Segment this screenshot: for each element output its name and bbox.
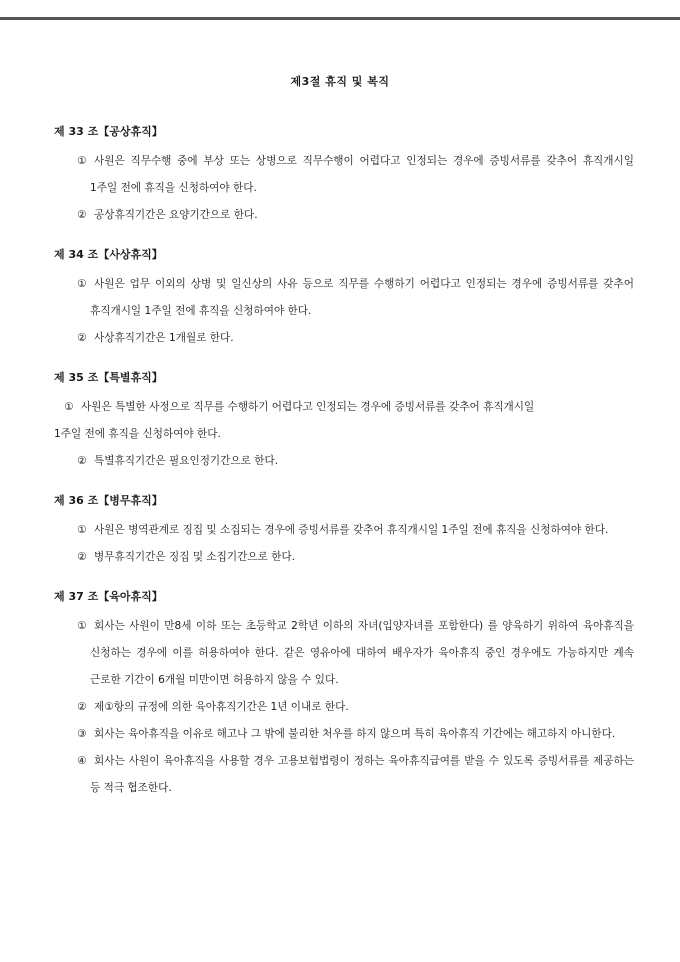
clause — [54, 148, 634, 202]
article-heading: 제 36 조【병무휴직】 — [54, 494, 163, 507]
clause-number: ① — [77, 620, 87, 632]
clause — [54, 544, 634, 571]
clause-text: 사원은 업무 이외의 상병 및 일신상의 사유 등으로 직무를 수행하기 어렵다고 인정되는 경우에 증빙서류를 갖추어 휴직개시일 1주일 전에 휴직을 신청하여야 한다. — [90, 278, 634, 317]
clause-number: ② — [77, 701, 87, 713]
clause-number: ③ — [77, 728, 87, 740]
clause — [54, 271, 634, 325]
article-33 — [54, 122, 634, 229]
clause-text: 특별휴직기간은 필요인정기간으로 한다. — [94, 455, 279, 467]
clause-number: ① — [77, 155, 87, 167]
clause — [54, 202, 634, 229]
clause-number: ④ — [77, 755, 87, 767]
clause — [54, 325, 634, 352]
clause — [54, 394, 634, 448]
clause-number: ② — [77, 209, 87, 221]
clause-text: 제①항의 규정에 의한 육아휴직기간은 1년 이내로 한다. — [94, 701, 349, 713]
clause — [54, 721, 634, 748]
clause-number: ② — [77, 332, 87, 344]
article-37 — [54, 587, 634, 802]
clause — [54, 694, 634, 721]
clause — [54, 748, 634, 802]
clause — [54, 448, 634, 475]
article-36 — [54, 491, 634, 571]
document-body — [54, 122, 634, 818]
clause-text: 병무휴직기간은 징집 및 소집기간으로 한다. — [94, 551, 296, 563]
clause-text: 회사는 사원이 육아휴직을 사용할 경우 고용보험법령이 정하는 육아휴직급여를 받을 수 있도록 증빙서류를 제공하는 등 적극 협조한다. — [90, 755, 634, 794]
top-border — [0, 17, 680, 20]
article-34 — [54, 245, 634, 352]
clause-text: 공상휴직기간은 요양기간으로 한다. — [94, 209, 258, 221]
clause-text: 회사는 육아휴직을 이유로 해고나 그 밖에 불리한 처우를 하지 않으며 특히 육아휴직 기간에는 해고하지 아니한다. — [94, 728, 616, 740]
article-35 — [54, 368, 634, 475]
clause-text: 사상휴직기간은 1개월로 한다. — [94, 332, 234, 344]
article-heading: 제 34 조【사상휴직】 — [54, 248, 163, 261]
clause-text: 회사는 사원이 만8세 이하 또는 초등학교 2학년 이하의 자녀(입양자녀를 포함한다) 를 양육하기 위하여 육아휴직을 신청하는 경우에 이를 허용하여야 한다. 같은 영유아에 대하여 배우자가 육아휴직 중인 경우에도 가능하지만 계속 근로한 기간이 6개월 미만이면 허용하지 않을 수 있다. — [90, 620, 634, 686]
clause-number: ② — [77, 551, 87, 563]
clause-number: ① — [77, 278, 87, 290]
article-heading: 제 37 조【육아휴직】 — [54, 590, 163, 603]
clause — [54, 613, 634, 694]
clause-text: 사원은 직무수행 중에 부상 또는 상병으로 직무수행이 어렵다고 인정되는 경우에 증빙서류를 갖추어 휴직개시일 1주일 전에 휴직을 신청하여야 한다. — [90, 155, 634, 194]
article-heading: 제 33 조【공상휴직】 — [54, 125, 163, 138]
clause — [54, 517, 634, 544]
clause-text: 사원은 병역관계로 징집 및 소집되는 경우에 증빙서류를 갖추어 휴직개시일 1주일 전에 휴직을 신청하여야 한다. — [94, 524, 609, 536]
clause-number: ② — [77, 455, 87, 467]
clause-text: 사원은 특별한 사정으로 직무를 수행하기 어렵다고 인정되는 경우에 증빙서류를 갖추어 휴직개시일 — [81, 401, 535, 413]
clause-number: ① — [77, 524, 87, 536]
clause-text-continued: 1주일 전에 휴직을 신청하여야 한다. — [54, 428, 221, 440]
clause-number: ① — [64, 401, 74, 413]
section-title: 제3절 휴직 및 복직 — [290, 75, 390, 88]
article-heading: 제 35 조【특별휴직】 — [54, 371, 163, 384]
